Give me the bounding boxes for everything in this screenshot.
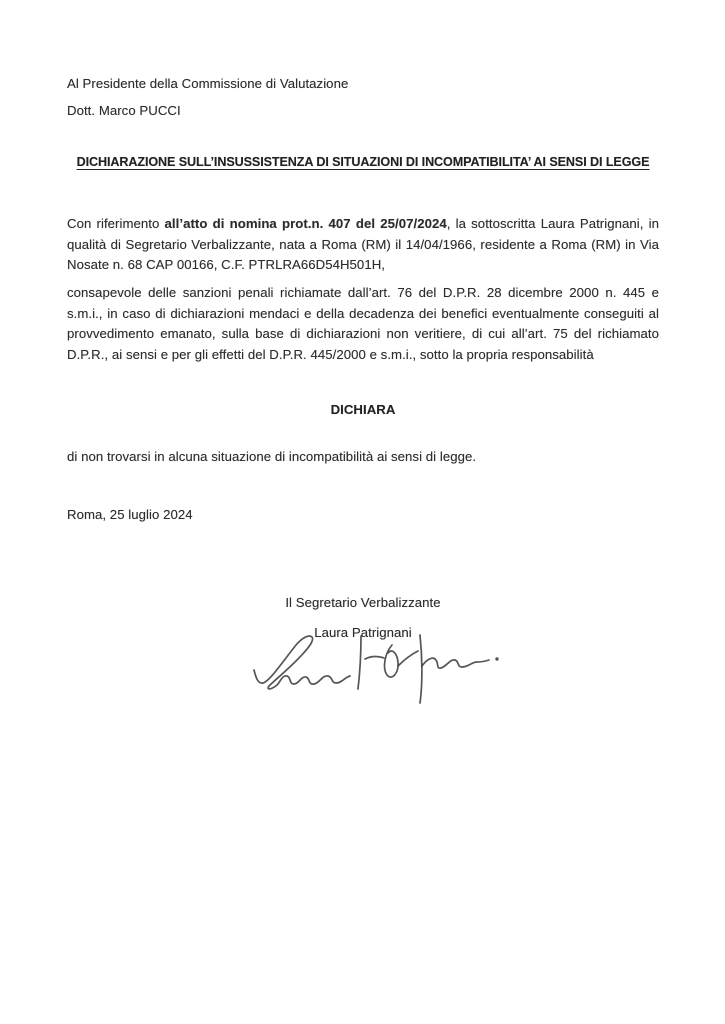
declaration-body: di non trovarsi in alcuna situazione di incompatibilità ai sensi di legge. <box>67 449 477 464</box>
declaration-heading: DICHIARA <box>330 402 396 417</box>
paragraph-reference-pre: Con riferimento <box>67 216 165 231</box>
signer-role: Il Segretario Verbalizzante <box>285 595 441 610</box>
document-title: DICHIARAZIONE SULL’INSUSSISTENZA DI SITUAZIONI DI INCOMPATIBILITA’ AI SENSI DI LEGGE <box>76 155 650 169</box>
signer-name: Laura Patrignani <box>314 625 412 640</box>
place-date: Roma, 25 luglio 2024 <box>67 507 193 522</box>
paragraph-reference <box>67 214 659 276</box>
recipient-name: Dott. Marco PUCCI <box>67 103 181 118</box>
paragraph-legal-notice: consapevole delle sanzioni penali richiamate dall’art. 76 del D.P.R. 28 dicembre 2000 n. 445 e s.m.i., in caso di dichiarazioni mendaci e della decadenza dei benefici eventualmente conseguiti al provvedimento emanato, sulla base di dichiarazioni non veritiere, di cui all’art. 75 del richiamato D.P.R., ai sensi e per gli effetti del D.P.R. 445/2000 e s.m.i., sotto la propria responsabilità <box>67 285 659 362</box>
recipient-line: Al Presidente della Commissione di Valutazione <box>67 76 349 91</box>
paragraph-reference-bold: all’atto di nomina prot.n. 407 del 25/07/2024 <box>164 216 447 231</box>
paragraph-reference-post: , la sottoscritta Laura Patrignani, in qualità di Segretario Verbalizzante, nata a Roma (RM) il 14/04/1966, residente a Roma (RM) in Via Nosate n. 68 CAP 00166, C.F. PTRLRA66D54H501H, <box>67 216 659 273</box>
